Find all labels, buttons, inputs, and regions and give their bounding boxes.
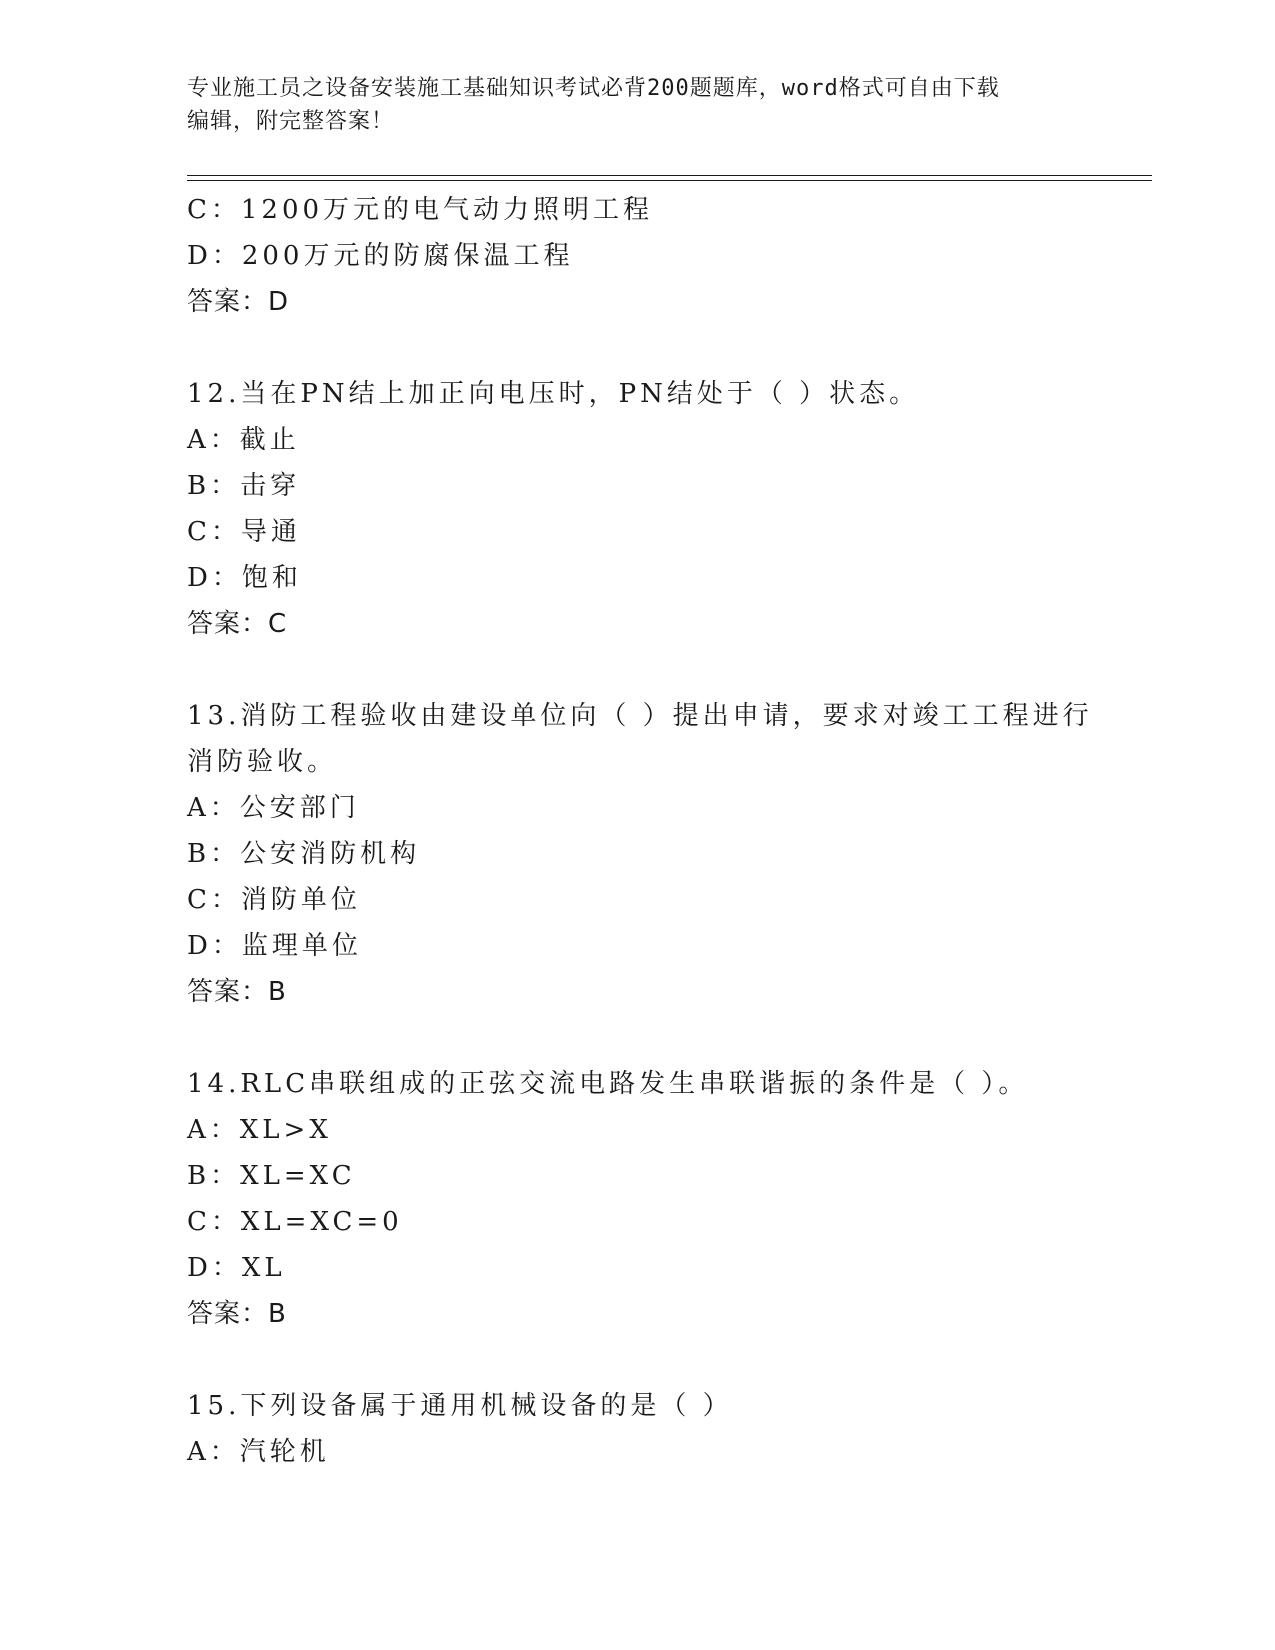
spacer (187, 325, 1087, 371)
question-14-option-c: C：XL=XC=0 (187, 1207, 403, 1237)
question-13-option-c: C：消防单位 (187, 885, 361, 915)
question-12-option-c: C：导通 (187, 517, 301, 547)
question-15-option-a: A：汽轮机 (187, 1437, 330, 1467)
question-14-option-d: D：XL (187, 1253, 286, 1283)
question-13-option-d: D：监理单位 (187, 931, 362, 961)
question-12-option-b: B：击穿 (187, 471, 301, 501)
question-13-answer: 答案：B (187, 977, 287, 1007)
spacer (187, 1337, 1087, 1383)
question-14-option-a: A：XL>X (187, 1115, 332, 1145)
question-14-option-b: B：XL=XC (187, 1161, 356, 1191)
header-title-line-1: 专业施工员之设备安装施工基础知识考试必背200题题库，word格式可自由下载 (187, 76, 1000, 101)
question-12-stem: 12.当在PN结上加正向电压时，PN结处于（ ）状态。 (187, 379, 920, 409)
header-rule-bottom (187, 180, 1152, 181)
option-c: C：1200万元的电气动力照明工程 (187, 195, 654, 225)
page-header (187, 72, 1087, 138)
header-rule-top (187, 175, 1152, 176)
answer: 答案：D (187, 287, 290, 317)
question-14-answer: 答案：B (187, 1299, 287, 1329)
question-14-stem: 14.RLC串联组成的正弦交流电路发生串联谐振的条件是（ ）。 (187, 1069, 1029, 1099)
question-13-stem-continued: 消防验收。 (187, 747, 338, 777)
question-list (187, 187, 1093, 1475)
question-13-option-b: B：公安消防机构 (187, 839, 421, 869)
question-12-answer: 答案：C (187, 609, 288, 639)
question-12-option-d: D：饱和 (187, 563, 302, 593)
question-13-stem: 13.消防工程验收由建设单位向（ ）提出申请，要求对竣工工程进行 (187, 701, 1093, 731)
question-13-option-a: A：公安部门 (187, 793, 360, 823)
spacer (187, 647, 1087, 693)
header-title-line-2: 编辑，附完整答案！ (187, 109, 395, 134)
question-15-stem: 15.下列设备属于通用机械设备的是（ ） (187, 1391, 733, 1421)
option-d: D：200万元的防腐保温工程 (187, 241, 574, 271)
question-12-option-a: A：截止 (187, 425, 300, 455)
spacer (187, 1015, 1087, 1061)
